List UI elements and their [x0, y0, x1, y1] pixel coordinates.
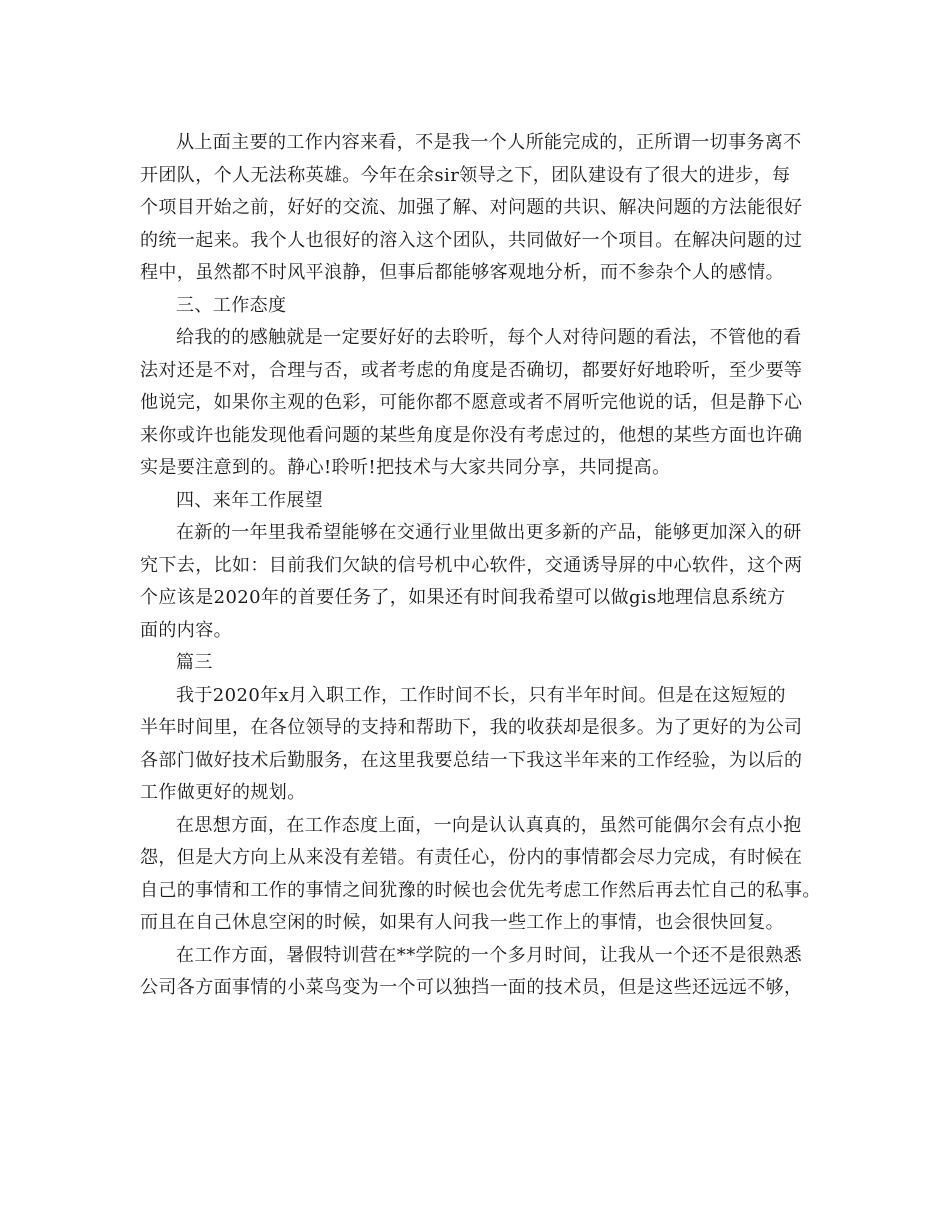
- text-line: 公司各方面事情的小菜鸟变为一个可以独挡一面的技术员，但是这些还远远不够，: [140, 977, 803, 998]
- text-line: 开团队，个人无法称英雄。今年在余sir领导之下，团队建设有了很大的进步，每: [140, 164, 791, 186]
- text-line: 个应该是2020年的首要任务了，如果还有时间我希望可以做gis地理信息系统方: [140, 587, 786, 608]
- text-line: 程中，虽然都不时风平浪静，但事后都能够客观地分析，而不参杂个人的感情。: [140, 262, 784, 283]
- text-line: 从上面主要的工作内容来看，不是我一个人所能完成的，正所谓一切事务离不: [176, 132, 802, 153]
- text-line: 工作做更好的规划。: [140, 782, 306, 803]
- text-line: 各部门做好技术后勤服务，在这里我要总结一下我这半年来的工作经验，为以后的: [140, 749, 803, 771]
- text-line: 自己的事情和工作的事情之间犹豫的时候也会优先考虑工作然后再去忙自己的私事。: [140, 879, 821, 901]
- text-line: 三、工作态度: [176, 294, 287, 316]
- text-line: 他说完，如果你主观的色彩，可能你都不愿意或者不屑听完他说的话，但是静下心: [140, 392, 803, 413]
- text-line: 给我的的感触就是一定要好好的去聆听，每个人对待问题的看法，不管他的看: [176, 327, 802, 348]
- text-line: 来你或许也能发现他看问题的某些角度是你没有考虑过的，他想的某些方面也许确: [140, 424, 803, 446]
- text-line: 而且在自己休息空闲的时候，如果有人问我一些工作上的事情，也会很快回复。: [140, 912, 784, 933]
- text-line: 怨，但是大方向上从来没有差错。有责任心，份内的事情都会尽力完成，有时候在: [140, 847, 803, 868]
- text-line: 实是要注意到的。静心!聆听!把技术与大家共同分享，共同提高。: [140, 457, 671, 478]
- text-line: 半年时间里，在各位领导的支持和帮助下，我的收获却是很多。为了更好的为公司: [140, 717, 803, 738]
- text-line: 法对还是不对，合理与否，或者考虑的角度是否确切，都要好好地聆听，至少要等: [140, 359, 803, 381]
- text-line: 四、来年工作展望: [176, 489, 324, 511]
- text-line: 在工作方面，暑假特训营在**学院的一个多月时间，让我从一个还不是很熟悉: [176, 944, 802, 966]
- text-line: 面的内容。: [140, 619, 232, 641]
- text-line: 个项目开始之前，好好的交流、加强了解、对问题的共识、解决问题的方法能很好: [140, 197, 803, 218]
- text-line: 我于2020年x月入职工作，工作时间不长，只有半年时间。但是在这短短的: [176, 684, 786, 706]
- text-line: 在思想方面，在工作态度上面，一向是认认真真的，虽然可能偶尔会有点小抱: [176, 814, 802, 836]
- text-line: 的统一起来。我个人也很好的溶入这个团队，共同做好一个项目。在解决问题的过: [140, 229, 803, 251]
- document-body: [140, 127, 821, 1005]
- text-line: 在新的一年里我希望能够在交通行业里做出更多新的产品，能够更加深入的研: [176, 522, 802, 543]
- text-line: 篇三: [176, 652, 213, 673]
- text-line: 究下去，比如：目前我们欠缺的信号机中心软件，交通诱导屏的中心软件，这个两: [140, 554, 803, 576]
